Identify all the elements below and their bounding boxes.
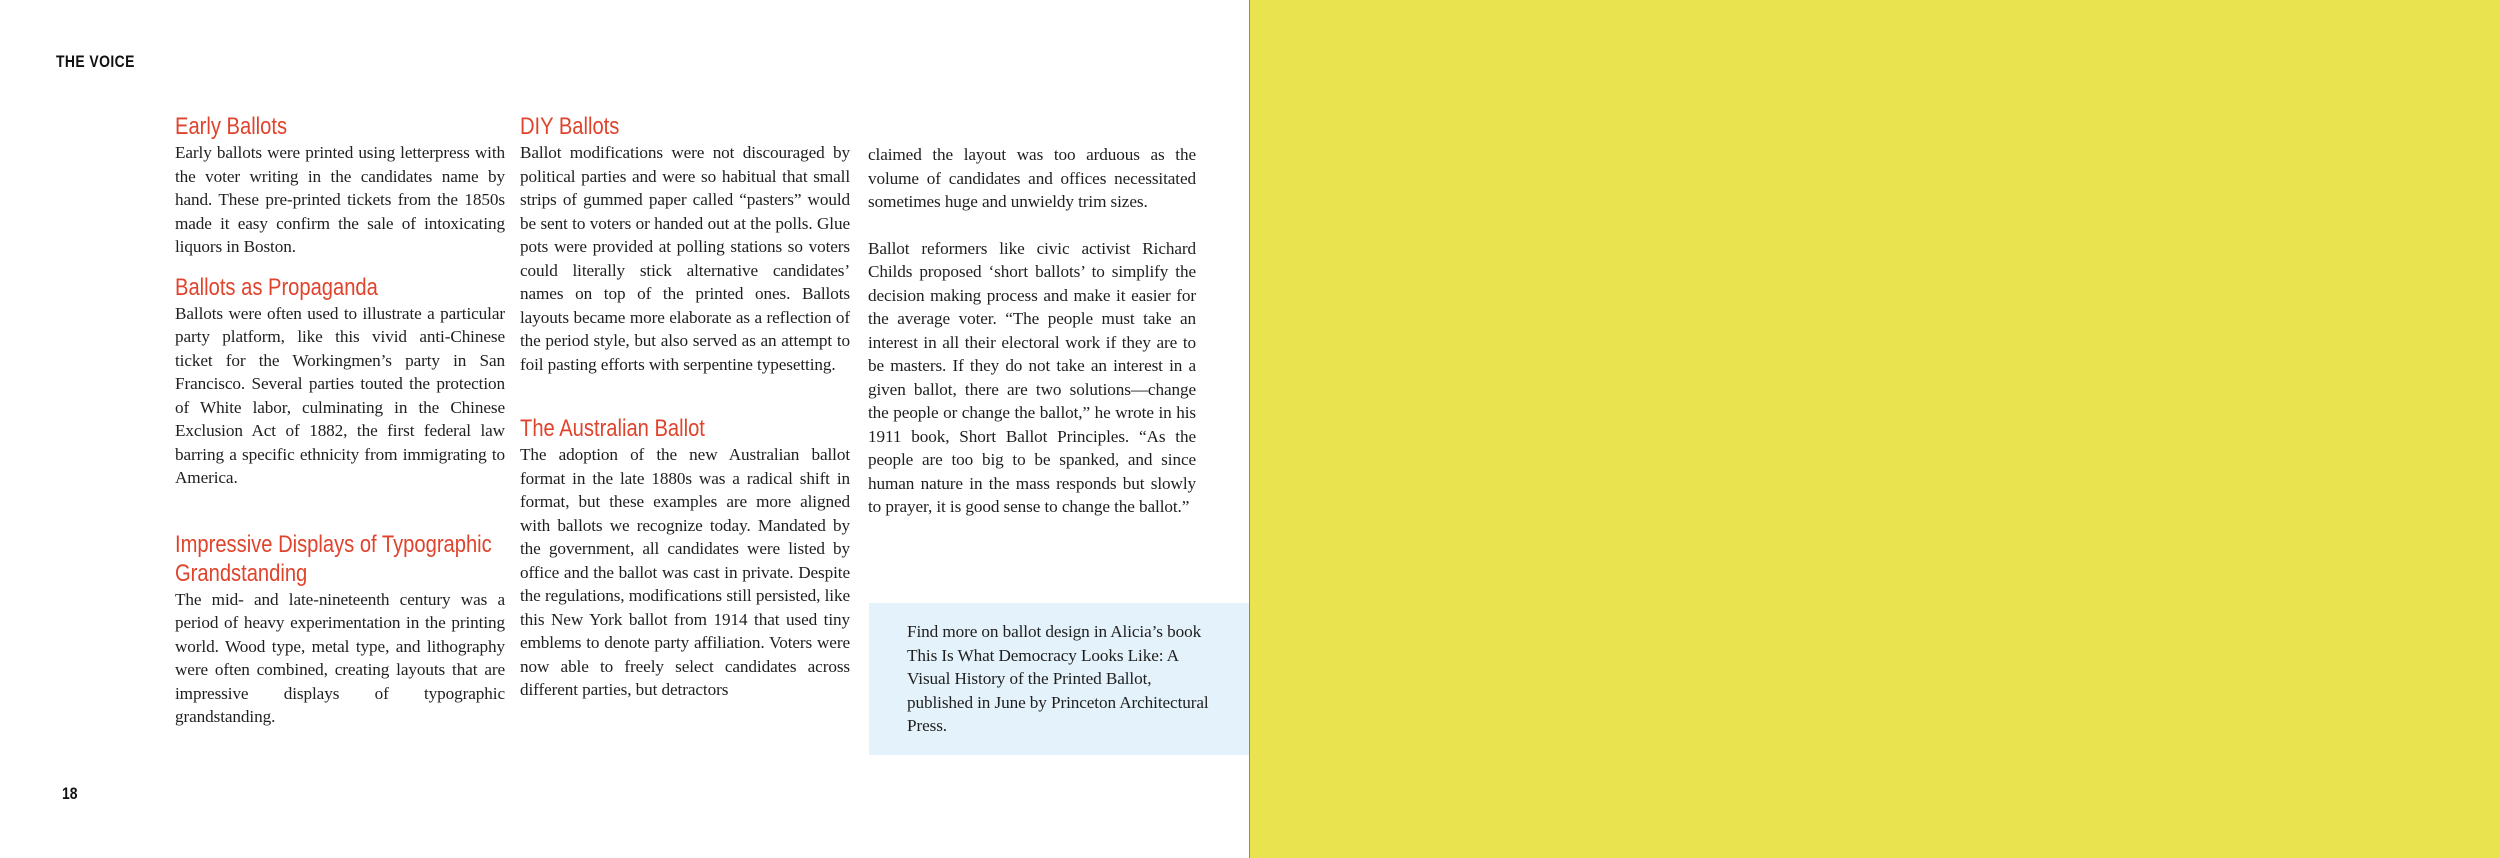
section-body-short-ballots: Ballot reformers like civic activist Richard Childs proposed ‘short ballots’ to simplify the decision making process and make it easier for the average voter. “The people must take an interest in all their electoral work if they are to be masters. If they do not take an interest in a given ballot, there are two solutions—change the people or change the ballot,” he wrote in his 1911 book, Short Ballot Principles. “As the people are too big to be spanked, and since human nature in the mass responds but slowly to prayer, it is good sense to change the ballot.”: [868, 238, 1196, 516]
section-heading-early-ballots: Early Ballots: [175, 113, 288, 140]
right-page-yellow: [1249, 0, 2500, 858]
section-heading-diy-ballots: DIY Ballots: [520, 113, 620, 140]
section-body-diy-ballots: Ballot modifications were not discouraged by political parties and were so habitual that small strips of gummed paper called “pasters” would be sent to voters or handed out at the polls. Glue pots were provided at polling stations so voters could literally stick alternative candidates’ names on top of the printed ones. Ballots layouts became more elaborate as a reflection of the period style, but also served as an attempt to foil pasting efforts with serpentine typesetting.: [520, 143, 850, 374]
section-body-australian-ballot: The adoption of the new Australian ballot format in the late 1880s was a radical shift in format, but these examples are more aligned with ballots we recognize today. Mandated by the government, all candidates were listed by office and the ballot was cast in private. Despite the regulations, modifications still persisted, like this New York ballot from 1914 that used tiny emblems to denote party affiliation. Voters were now able to freely select candidates across different parties, but detractors: [520, 445, 850, 699]
section-body-ballots-as-propaganda: Ballots were often used to illustrate a particular party platform, like this vivid anti-Chinese ticket for the Workingmen’s party in San Francisco. Several parties touted the protection of White labor, culminating in the Chinese Exclusion Act of 1882, the first federal law barring a specific ethnicity from immigrating to America.: [175, 303, 505, 487]
section-body-australian-ballot-continued: claimed the layout was too arduous as the volume of candidates and offices necessitated sometimes huge and unwieldy trim sizes.: [868, 145, 1196, 211]
column-3: [868, 112, 1196, 519]
column-1: [175, 112, 505, 729]
left-page: [0, 0, 1249, 858]
callout-text: Find more on ballot design in Alicia’s book This Is What Democracy Looks Like: A Visual History of the Printed Ballot, published in June by Princeton Architectural Press.: [907, 622, 1209, 735]
section-body-early-ballots: Early ballots were printed using letterpress with the voter writing in the candidates name by hand. These pre-printed tickets from the 1850s made it easy confirm the sale of intoxicating liquors in Boston.: [175, 143, 505, 256]
book-callout: [869, 603, 1249, 755]
page-number: 18: [62, 784, 78, 803]
section-heading-ballots-as-propaganda: Ballots as Propaganda: [175, 273, 378, 301]
running-head: THE VOICE: [56, 52, 135, 71]
column-2: [520, 112, 850, 702]
section-body-typographic-grandstanding: The mid- and late-nineteenth century was a period of heavy experimentation in the printing world. Wood type, metal type, and lithography were often combined, creating layouts that are impressive displays of typographic grandstanding.: [175, 589, 505, 726]
section-heading-australian-ballot: The Australian Ballot: [520, 415, 705, 442]
section-heading-typographic-grandstanding: Impressive Displays of Typographic Grandstanding: [175, 530, 492, 587]
